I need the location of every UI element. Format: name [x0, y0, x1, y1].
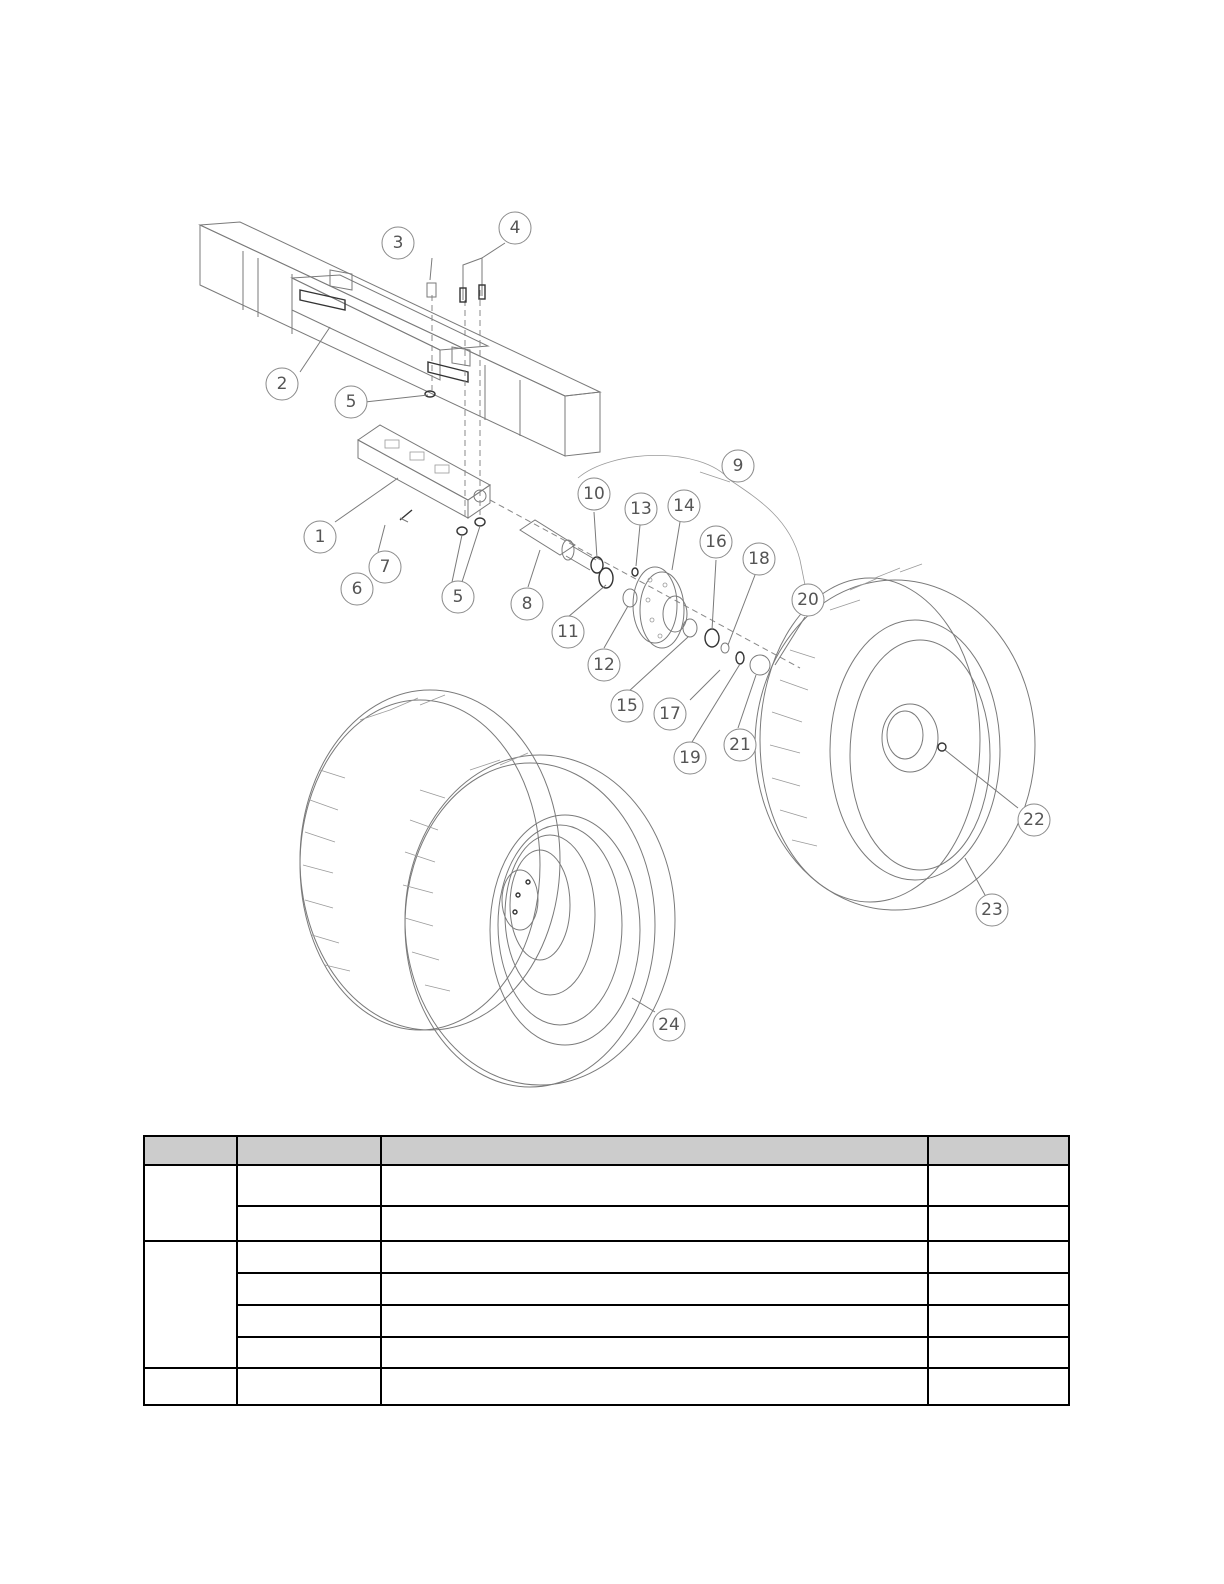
table-row — [144, 1165, 1069, 1206]
svg-text:7: 7 — [379, 557, 391, 577]
svg-text:18: 18 — [748, 549, 770, 569]
dual-wheels — [300, 690, 675, 1087]
svg-text:21: 21 — [729, 735, 751, 755]
callout-24 — [653, 1009, 685, 1041]
callout-1 — [304, 521, 336, 553]
table-cell — [928, 1165, 1069, 1206]
svg-text:22: 22 — [1023, 810, 1045, 830]
table-cell — [928, 1337, 1069, 1368]
svg-text:10: 10 — [583, 484, 605, 504]
table-cell — [381, 1273, 928, 1305]
table-cell — [237, 1273, 381, 1305]
table-cell — [381, 1305, 928, 1337]
table-cell — [237, 1337, 381, 1368]
callout-13 — [625, 493, 657, 525]
svg-text:20: 20 — [797, 590, 819, 610]
header-cell — [237, 1136, 381, 1165]
svg-text:24: 24 — [658, 1015, 680, 1035]
callout-20 — [792, 584, 824, 616]
svg-text:19: 19 — [679, 748, 701, 768]
table-header-row — [144, 1136, 1069, 1165]
svg-text:6: 6 — [351, 579, 363, 599]
callout-5a — [335, 386, 367, 418]
table-row — [144, 1241, 1069, 1273]
header-cell — [928, 1136, 1069, 1165]
callout-11 — [552, 616, 584, 648]
svg-text:17: 17 — [659, 704, 681, 724]
callout-4 — [499, 212, 531, 244]
table-cell — [237, 1206, 381, 1241]
table-cell — [237, 1368, 381, 1405]
svg-text:14: 14 — [673, 496, 695, 516]
table-cell — [381, 1368, 928, 1405]
svg-text:4: 4 — [509, 218, 521, 238]
table-cell — [928, 1273, 1069, 1305]
table-cell — [144, 1368, 237, 1405]
svg-text:12: 12 — [593, 655, 615, 675]
svg-text:13: 13 — [630, 499, 652, 519]
svg-text:5: 5 — [345, 392, 357, 412]
svg-text:16: 16 — [705, 532, 727, 552]
svg-text:8: 8 — [521, 594, 533, 614]
table-cell — [381, 1206, 928, 1241]
spindle — [520, 520, 596, 570]
callout-7 — [369, 551, 401, 583]
table-cell — [237, 1305, 381, 1337]
callout-2 — [266, 368, 298, 400]
table-row — [144, 1337, 1069, 1368]
callout-3 — [382, 227, 414, 259]
header-cell — [381, 1136, 928, 1165]
table-cell — [928, 1368, 1069, 1405]
callouts — [266, 212, 1050, 1041]
table-cell — [381, 1165, 928, 1206]
callout-23 — [976, 894, 1008, 926]
table-cell — [381, 1337, 928, 1368]
svg-text:9: 9 — [732, 456, 744, 476]
table-cell — [928, 1206, 1069, 1241]
table-cell — [237, 1165, 381, 1206]
svg-text:15: 15 — [616, 696, 638, 716]
callout-17 — [654, 698, 686, 730]
svg-text:2: 2 — [276, 374, 288, 394]
table-row — [144, 1368, 1069, 1405]
axle-mount-bracket — [358, 425, 490, 518]
svg-text:1: 1 — [314, 527, 326, 547]
svg-text:3: 3 — [392, 233, 404, 253]
callout-22 — [1018, 804, 1050, 836]
callout-6 — [341, 573, 373, 605]
header-cell — [144, 1136, 237, 1165]
callout-10 — [578, 478, 610, 510]
table-row — [144, 1305, 1069, 1337]
table-cell — [928, 1241, 1069, 1273]
table-cell — [381, 1241, 928, 1273]
callout-16 — [700, 526, 732, 558]
callout-19 — [674, 742, 706, 774]
callout-15 — [611, 690, 643, 722]
table-row — [144, 1206, 1069, 1241]
callout-5b — [442, 581, 474, 613]
bolt-and-u-bolt — [427, 258, 485, 302]
callout-14 — [668, 490, 700, 522]
callout-18 — [743, 543, 775, 575]
svg-text:5: 5 — [452, 587, 464, 607]
svg-text:11: 11 — [557, 622, 579, 642]
single-wheel — [755, 564, 1035, 910]
callout-8 — [511, 588, 543, 620]
table-cell — [928, 1305, 1069, 1337]
parts-table — [143, 1135, 1070, 1406]
table-cell — [237, 1241, 381, 1273]
table-cell — [144, 1165, 237, 1241]
table-cell — [144, 1241, 237, 1368]
callout-9 — [722, 450, 754, 482]
svg-text:23: 23 — [981, 900, 1003, 920]
callout-21 — [724, 729, 756, 761]
leader-lines — [300, 243, 1018, 1012]
callout-12 — [588, 649, 620, 681]
table-row — [144, 1273, 1069, 1305]
